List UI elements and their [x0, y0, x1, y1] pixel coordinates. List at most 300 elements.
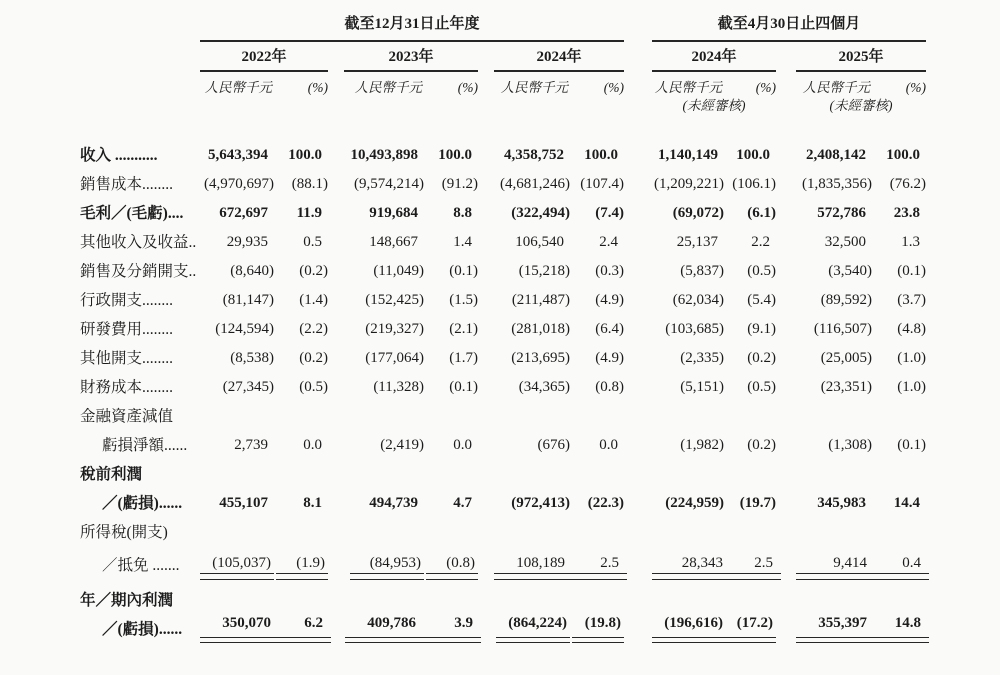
cell-value: (106.1): [732, 176, 777, 193]
percent-cell: [274, 338, 328, 367]
cell-value: 28,343: [652, 555, 731, 574]
amount-cell: [344, 251, 424, 280]
unit-label: 人民幣千元: [204, 80, 272, 95]
amount-cell: [796, 193, 872, 222]
table-row: [80, 222, 926, 251]
period-header-annual: 截至12月31日止年度: [200, 16, 624, 41]
unit-header-row: [80, 71, 926, 96]
row-label: 虧損淨額......: [102, 436, 188, 454]
cell-value: (19.7): [739, 495, 777, 512]
amount-cell: [200, 193, 274, 222]
percent-cell: [724, 114, 776, 164]
cell-value: (864,224): [496, 615, 570, 638]
amount-cell: [494, 425, 570, 454]
cell-value: 345,983: [817, 495, 867, 512]
cell-value: 29,935: [226, 234, 268, 251]
amount-cell: [494, 609, 570, 638]
cell-value: (281,018): [511, 321, 570, 338]
cell-value: (103,685): [665, 321, 725, 338]
percent-cell: [424, 114, 478, 164]
amount-cell: [200, 483, 274, 512]
amount-cell: [344, 280, 424, 309]
cell-value: (15,218): [518, 263, 570, 280]
cell-value: (25,005): [820, 350, 873, 367]
amount-cell: [494, 338, 570, 367]
amount-cell: [652, 114, 724, 164]
cell-value: 1,140,149: [658, 147, 719, 164]
percent-cell: [424, 309, 478, 338]
amount-cell: [200, 367, 274, 396]
cell-value: (676): [537, 437, 570, 454]
percent-cell: [872, 280, 926, 309]
cell-value: (1,982): [680, 437, 725, 454]
percent-cell: [724, 609, 776, 638]
cell-value: 672,697: [219, 205, 268, 222]
amount-cell: [200, 609, 274, 638]
cell-value: (0.2): [299, 350, 328, 367]
percent-cell: [872, 251, 926, 280]
amount-cell: [652, 609, 724, 638]
row-label: 銷售及分銷開支..: [80, 262, 197, 280]
amount-cell: [200, 164, 274, 193]
cell-value: (0.1): [449, 263, 478, 280]
percent-cell: [424, 338, 478, 367]
amount-cell: [652, 425, 724, 454]
percent-cell: [570, 251, 624, 280]
table-row: [80, 338, 926, 367]
percent-cell: [570, 164, 624, 193]
percent-cell: [424, 425, 478, 454]
cell-value: (196,616): [652, 615, 726, 638]
cell-value: 2.5: [570, 555, 627, 574]
percent-cell: [872, 309, 926, 338]
percent-cell: [872, 164, 926, 193]
cell-value: 10,493,898: [350, 147, 418, 164]
amount-cell: [494, 114, 570, 164]
cell-value: (1.5): [449, 292, 478, 309]
percent-cell: [424, 280, 478, 309]
row-label: 研發費用........: [80, 320, 174, 338]
cell-value: (2,419): [380, 437, 424, 454]
row-label: 所得稅(開支): [80, 523, 168, 541]
table-row: [80, 512, 926, 541]
cell-value: (2.2): [299, 321, 328, 338]
amount-cell: [652, 222, 724, 251]
amount-cell: [200, 114, 274, 164]
cell-value: (11,049): [373, 263, 424, 280]
cell-value: (11,328): [373, 379, 424, 396]
amount-cell: [200, 280, 274, 309]
row-label: 稅前利潤: [80, 465, 143, 483]
cell-value: (6.1): [747, 205, 777, 222]
amount-cell: [494, 251, 570, 280]
year-header-2023: 2023年: [344, 41, 478, 72]
amount-cell: [796, 114, 872, 164]
amount-cell: [796, 541, 872, 574]
cell-value: 0.0: [453, 437, 472, 454]
cell-value: (6.4): [595, 321, 625, 338]
cell-value: (5,837): [680, 263, 725, 280]
cell-value: (213,695): [511, 350, 570, 367]
amount-cell: [494, 309, 570, 338]
cell-value: 25,137: [676, 234, 719, 251]
cell-value: 23.8: [893, 205, 921, 222]
percent-cell: [724, 280, 776, 309]
amount-cell: [796, 309, 872, 338]
percent-cell: [570, 114, 624, 164]
percent-cell: [570, 367, 624, 396]
cell-value: 455,107: [219, 495, 268, 512]
table-row: [80, 541, 926, 574]
percent-cell: [424, 251, 478, 280]
percent-cell: [274, 251, 328, 280]
row-label: 其他開支........: [80, 349, 174, 367]
amount-cell: [344, 367, 424, 396]
row-label: 年／期內利潤: [80, 591, 174, 609]
cell-value: 1.3: [901, 234, 921, 251]
cell-value: (107.4): [580, 176, 625, 193]
cell-value: 106,540: [515, 234, 564, 251]
cell-value: (0.2): [747, 350, 777, 367]
cell-value: 919,684: [369, 205, 418, 222]
percent-cell: [424, 367, 478, 396]
cell-value: (62,034): [672, 292, 725, 309]
cell-value: 572,786: [817, 205, 867, 222]
cell-value: (211,487): [511, 292, 570, 309]
amount-cell: [796, 251, 872, 280]
cell-value: 100.0: [886, 147, 921, 164]
cell-value: (23,351): [820, 379, 873, 396]
percent-cell: [274, 367, 328, 396]
cell-value: (8,640): [230, 263, 274, 280]
cell-value: 11.9: [296, 205, 322, 222]
amount-cell: [344, 164, 424, 193]
row-label: ／(虧損)......: [102, 494, 183, 512]
cell-value: (0.3): [595, 263, 625, 280]
cell-value: (1,835,356): [802, 176, 873, 193]
amount-cell: [796, 367, 872, 396]
amount-cell: [652, 483, 724, 512]
cell-value: 2.2: [751, 234, 771, 251]
cell-value: 3.9: [424, 615, 481, 638]
percent-cell: [724, 251, 776, 280]
cell-value: (177,064): [365, 350, 424, 367]
percent-cell: [274, 309, 328, 338]
cell-value: 32,500: [824, 234, 867, 251]
percent-cell: [570, 280, 624, 309]
row-label: 毛利／(毛虧)....: [80, 204, 184, 222]
unaudited-label: (未經審核): [829, 97, 893, 113]
cell-value: (88.1): [291, 176, 328, 193]
table-row: [80, 425, 926, 454]
cell-value: 2.4: [599, 234, 619, 251]
cell-value: (19.8): [572, 615, 624, 638]
year-header-2022: 2022年: [200, 41, 328, 72]
percent-cell: [872, 483, 926, 512]
percent-cell: [872, 222, 926, 251]
cell-value: 2.5: [724, 555, 781, 574]
cell-value: (152,425): [365, 292, 424, 309]
year-header-2024: 2024年: [494, 41, 624, 72]
income-statement-table: [80, 16, 926, 638]
amount-cell: [796, 609, 872, 638]
cell-value: 14.8: [872, 615, 929, 638]
amount-cell: [796, 280, 872, 309]
percent-cell: [570, 425, 624, 454]
amount-cell: [494, 164, 570, 193]
cell-value: (4.9): [595, 350, 625, 367]
table-body: [80, 114, 926, 638]
amount-cell: [344, 541, 424, 574]
percent-cell: [274, 222, 328, 251]
unit-label: 人民幣千元: [802, 80, 871, 95]
cell-value: (1.7): [449, 350, 478, 367]
cell-value: (89,592): [820, 292, 873, 309]
percent-cell: [274, 425, 328, 454]
cell-value: 2,739: [234, 437, 268, 454]
percent-cell: [724, 541, 776, 574]
amount-cell: [200, 425, 274, 454]
unit-label: 人民幣千元: [654, 80, 723, 95]
cell-value: (0.2): [299, 263, 328, 280]
period-header-row: [80, 16, 926, 41]
amount-cell: [652, 251, 724, 280]
cell-value: (7.4): [595, 205, 625, 222]
cell-value: (91.2): [441, 176, 478, 193]
cell-value: 100.0: [584, 147, 619, 164]
cell-value: (1.4): [299, 292, 328, 309]
table-row: [80, 454, 926, 483]
percent-cell: [274, 483, 328, 512]
amount-cell: [652, 338, 724, 367]
year-header-2024-interim: 2024年: [652, 41, 776, 72]
row-label: 行政開支........: [80, 291, 174, 309]
cell-value: 108,189: [494, 555, 573, 574]
cell-value: (76.2): [889, 176, 927, 193]
amount-cell: [200, 338, 274, 367]
cell-value: 100.0: [438, 147, 472, 164]
cell-value: 5,643,394: [208, 147, 268, 164]
cell-value: (105,037): [200, 555, 274, 574]
amount-cell: [344, 338, 424, 367]
amount-cell: [344, 483, 424, 512]
amount-cell: [344, 222, 424, 251]
percent-cell: [274, 609, 328, 638]
row-label: ／抵免 .......: [102, 556, 180, 574]
cell-value: (0.8): [595, 379, 625, 396]
cell-value: (22.3): [587, 495, 625, 512]
table-row: [80, 609, 926, 638]
cell-value: (9,574,214): [354, 176, 424, 193]
row-label: 金融資產減值: [80, 407, 174, 425]
cell-value: (84,953): [350, 555, 424, 574]
percent-cell: [872, 425, 926, 454]
cell-value: (4.9): [595, 292, 625, 309]
cell-value: (5,151): [680, 379, 725, 396]
cell-value: (2.1): [449, 321, 478, 338]
percent-cell: [424, 193, 478, 222]
row-label: 銷售成本........: [80, 175, 174, 193]
percent-label: (%): [755, 80, 777, 95]
year-header-2025-interim: 2025年: [796, 41, 926, 72]
cell-value: (0.1): [897, 263, 927, 280]
amount-cell: [344, 114, 424, 164]
percent-cell: [872, 367, 926, 396]
percent-cell: [872, 193, 926, 222]
cell-value: (0.2): [747, 437, 777, 454]
cell-value: 2,408,142: [806, 147, 867, 164]
cell-value: (1.0): [897, 350, 927, 367]
amount-cell: [494, 280, 570, 309]
cell-value: (0.8): [426, 555, 478, 574]
amount-cell: [652, 164, 724, 193]
cell-value: (0.5): [747, 263, 777, 280]
cell-value: (4.8): [897, 321, 927, 338]
percent-cell: [274, 114, 328, 164]
cell-value: (4,681,246): [500, 176, 570, 193]
percent-label: (%): [603, 80, 625, 95]
cell-value: (1,209,221): [654, 176, 725, 193]
cell-value: 409,786: [345, 615, 424, 638]
cell-value: 8.1: [303, 495, 322, 512]
percent-cell: [424, 164, 478, 193]
table-row: [80, 193, 926, 222]
percent-cell: [724, 222, 776, 251]
amount-cell: [200, 541, 274, 574]
percent-cell: [570, 609, 624, 638]
cell-value: 9,414: [796, 555, 875, 574]
percent-cell: [570, 338, 624, 367]
unit-label: 人民幣千元: [354, 80, 422, 95]
cell-value: 0.5: [303, 234, 322, 251]
cell-value: (972,413): [511, 495, 570, 512]
percent-cell: [424, 609, 478, 638]
percent-cell: [724, 483, 776, 512]
percent-cell: [724, 367, 776, 396]
percent-cell: [570, 222, 624, 251]
cell-value: 1.4: [453, 234, 472, 251]
amount-cell: [344, 309, 424, 338]
cell-value: (1.0): [897, 379, 927, 396]
cell-value: (3.7): [897, 292, 927, 309]
row-label: 收入 ...........: [80, 146, 158, 164]
amount-cell: [652, 193, 724, 222]
cell-value: (0.5): [299, 379, 328, 396]
amount-cell: [494, 367, 570, 396]
cell-value: (3,540): [828, 263, 873, 280]
table-row: [80, 164, 926, 193]
amount-cell: [796, 164, 872, 193]
amount-cell: [652, 367, 724, 396]
amount-cell: [494, 483, 570, 512]
row-label: 財務成本........: [80, 378, 174, 396]
table-row: [80, 396, 926, 425]
amount-cell: [200, 309, 274, 338]
cell-value: 350,070: [200, 615, 279, 638]
cell-value: (81,147): [222, 292, 274, 309]
percent-cell: [872, 114, 926, 164]
percent-cell: [872, 338, 926, 367]
cell-value: 355,397: [796, 615, 875, 638]
amount-cell: [652, 541, 724, 574]
percent-cell: [274, 541, 328, 574]
cell-value: 494,739: [369, 495, 418, 512]
cell-value: 148,667: [369, 234, 418, 251]
cell-value: 4,358,752: [504, 147, 564, 164]
table-row: [80, 251, 926, 280]
percent-cell: [424, 541, 478, 574]
table-row: [80, 367, 926, 396]
cell-value: (4,970,697): [204, 176, 274, 193]
table-row: [80, 280, 926, 309]
amount-cell: [344, 425, 424, 454]
percent-cell: [274, 164, 328, 193]
cell-value: (0.5): [747, 379, 777, 396]
amount-cell: [494, 541, 570, 574]
percent-cell: [724, 164, 776, 193]
percent-cell: [424, 222, 478, 251]
table-row: [80, 483, 926, 512]
amount-cell: [344, 193, 424, 222]
cell-value: 0.0: [303, 437, 322, 454]
cell-value: (17.2): [724, 615, 776, 638]
cell-value: (27,345): [222, 379, 274, 396]
amount-cell: [796, 483, 872, 512]
percent-label: (%): [905, 80, 927, 95]
cell-value: 6.2: [274, 615, 331, 638]
percent-cell: [872, 609, 926, 638]
percent-cell: [570, 483, 624, 512]
row-label: 其他收入及收益..: [80, 233, 197, 251]
cell-value: 4.7: [453, 495, 472, 512]
amount-cell: [200, 222, 274, 251]
percent-cell: [274, 193, 328, 222]
unaudited-header-row: [80, 96, 926, 114]
cell-value: 0.4: [872, 555, 929, 574]
percent-cell: [872, 541, 926, 574]
table-row: [80, 309, 926, 338]
percent-cell: [724, 338, 776, 367]
cell-value: (69,072): [672, 205, 725, 222]
amount-cell: [652, 280, 724, 309]
cell-value: (8,538): [230, 350, 274, 367]
cell-value: (116,507): [813, 321, 873, 338]
cell-value: 100.0: [736, 147, 771, 164]
cell-value: 100.0: [288, 147, 322, 164]
percent-cell: [724, 425, 776, 454]
amount-cell: [494, 193, 570, 222]
percent-cell: [424, 483, 478, 512]
row-label: ／(虧損)......: [102, 620, 183, 638]
amount-cell: [796, 222, 872, 251]
cell-value: (0.1): [897, 437, 927, 454]
unaudited-label: (未經審核): [682, 97, 746, 113]
unit-label: 人民幣千元: [500, 80, 568, 95]
amount-cell: [494, 222, 570, 251]
cell-value: (224,959): [665, 495, 725, 512]
amount-cell: [652, 309, 724, 338]
amount-cell: [344, 609, 424, 638]
cell-value: (1.9): [276, 555, 328, 574]
percent-cell: [570, 309, 624, 338]
period-header-interim: 截至4月30日止四個月: [652, 16, 926, 41]
cell-value: 8.8: [453, 205, 472, 222]
amount-cell: [796, 338, 872, 367]
percent-cell: [570, 541, 624, 574]
cell-value: (34,365): [518, 379, 570, 396]
percent-cell: [724, 309, 776, 338]
year-header-row: [80, 41, 926, 72]
